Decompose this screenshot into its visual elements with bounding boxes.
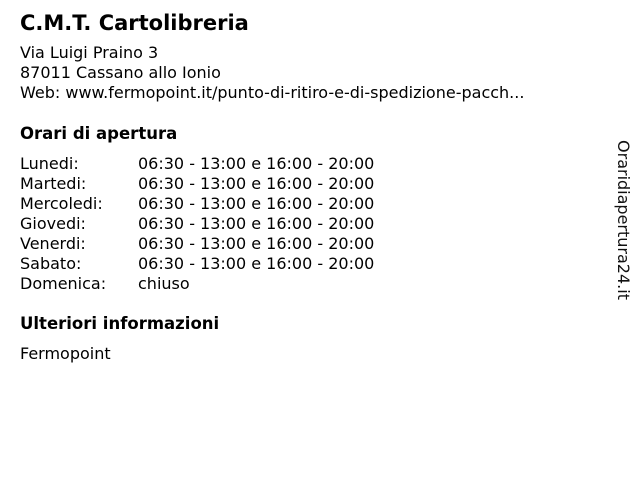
web-link[interactable]: Web: www.fermopoint.it/punto-di-ritiro-e-di-spedizione-pacch... xyxy=(20,83,525,102)
opening-hours-heading: Orari di apertura xyxy=(20,124,178,143)
time-value: 06:30 - 13:00 e 16:00 - 20:00 xyxy=(138,234,375,253)
store-address xyxy=(20,43,524,103)
additional-info-text: Fermopoint xyxy=(20,344,111,363)
time-value: 06:30 - 13:00 e 16:00 - 20:00 xyxy=(138,174,375,193)
site-watermark: Oraridiapertura24.it xyxy=(614,140,633,300)
day-label: Lunedi: xyxy=(20,154,79,173)
address-street: Via Luigi Praino 3 xyxy=(20,43,159,62)
day-label: Martedi: xyxy=(20,174,87,193)
time-value: 06:30 - 13:00 e 16:00 - 20:00 xyxy=(138,194,375,213)
time-value: 06:30 - 13:00 e 16:00 - 20:00 xyxy=(138,214,375,233)
day-label: Domenica: xyxy=(20,274,107,293)
time-value: 06:30 - 13:00 e 16:00 - 20:00 xyxy=(138,154,375,173)
day-label: Venerdi: xyxy=(20,234,86,253)
time-value: chiuso xyxy=(138,274,190,293)
time-value: 06:30 - 13:00 e 16:00 - 20:00 xyxy=(138,254,375,273)
additional-info-heading: Ulteriori informazioni xyxy=(20,314,220,333)
address-city: 87011 Cassano allo Ionio xyxy=(20,63,221,82)
day-label: Sabato: xyxy=(20,254,82,273)
store-name: C.M.T. Cartolibreria xyxy=(20,11,249,35)
day-label: Giovedi: xyxy=(20,214,86,233)
day-label: Mercoledi: xyxy=(20,194,103,213)
